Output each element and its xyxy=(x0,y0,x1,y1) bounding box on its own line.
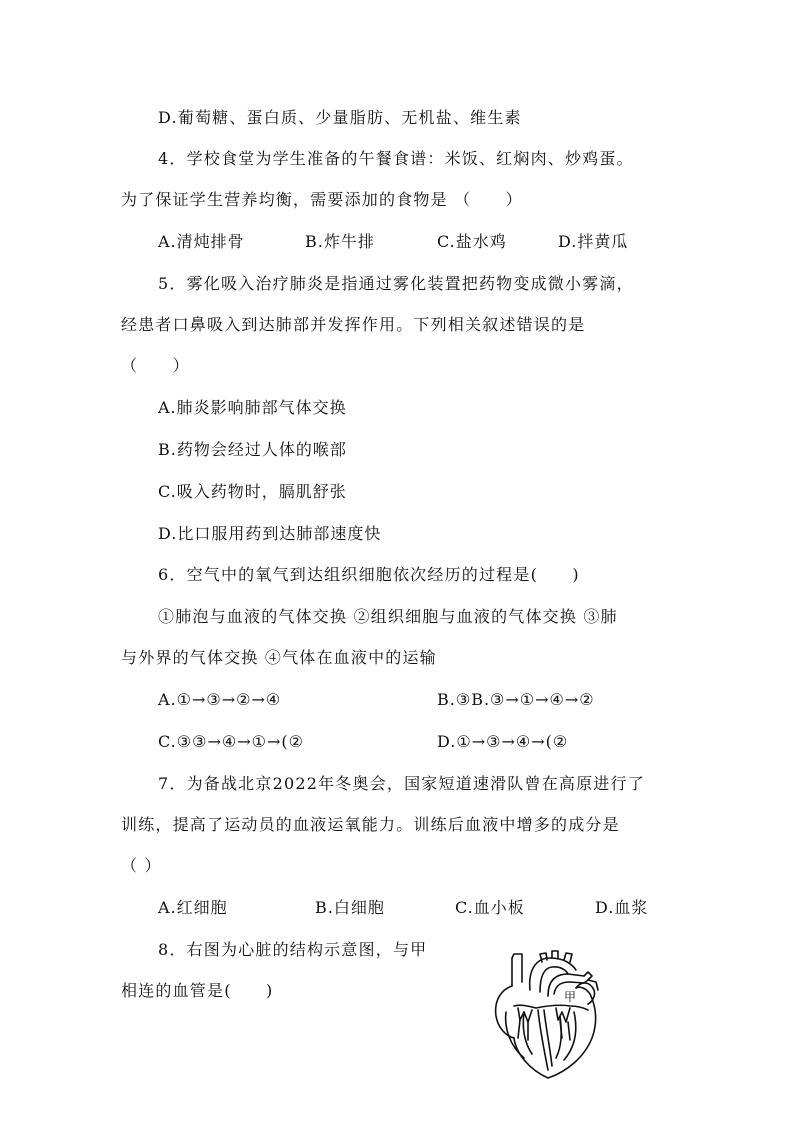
q5-stem-line2: 经患者口鼻吸入到达肺部并发挥作用。下列相关叙述错误的是 xyxy=(121,315,586,334)
heart-diagram xyxy=(484,950,606,1082)
q6-stem-line3: 与外界的气体交换 ④气体在血液中的运输 xyxy=(121,648,437,667)
q4-option-a: A.清炖排骨 xyxy=(158,232,245,251)
q5-option-a: A.肺炎影响肺部气体交换 xyxy=(158,398,347,417)
q6-stem-line1: 6．空气中的氧气到达组织细胞依次经历的过程是( ) xyxy=(158,565,580,584)
q5-stem-line1: 5．雾化吸入治疗肺炎是指通过雾化装置把药物变成微小雾滴， xyxy=(158,274,634,293)
q7-option-d: D.血浆 xyxy=(595,898,649,917)
q8-stem-line2: 相连的血管是( ) xyxy=(121,981,274,1000)
q7-option-a: A.红细胞 xyxy=(158,898,228,917)
q7-stem-line3: （ ） xyxy=(121,856,162,875)
q7-option-c: C.血小板 xyxy=(455,898,525,917)
q6-stem-line2: ①肺泡与血液的气体交换 ②组织细胞与血液的气体交换 ③肺 xyxy=(158,607,618,626)
q7-stem-line1: 7．为备战北京2022年冬奥会，国家短道速滑队曾在高原进行了 xyxy=(158,774,645,793)
q6-option-d: D.①→③→④→(② xyxy=(437,732,569,751)
q4-option-d: D.拌黄瓜 xyxy=(558,232,629,251)
q5-stem-line3: （ ） xyxy=(121,356,190,375)
q7-stem-line2: 训练，提高了运动员的血液运氧能力。训练后血液中增多的成分是 xyxy=(121,815,620,834)
heart-label-jia: 甲 xyxy=(564,990,577,1004)
q7-option-b: B.白细胞 xyxy=(315,898,385,917)
q4-option-c: C.盐水鸡 xyxy=(437,232,507,251)
q5-option-b: B.药物会经过人体的喉部 xyxy=(158,440,347,459)
q5-option-d: D.比口服用药到达肺部速度快 xyxy=(158,524,382,543)
q6-option-c: C.③③→④→①→(② xyxy=(158,732,304,751)
q8-stem-line1: 8．右图为心脏的结构示意图，与甲 xyxy=(158,940,428,959)
q4-stem-line2: 为了保证学生营养均衡，需要添加的食物是 （ ） xyxy=(121,190,523,209)
q5-option-c: C.吸入药物时，膈肌舒张 xyxy=(158,482,347,501)
q6-option-a: A.①→③→②→④ xyxy=(158,690,282,709)
q4-option-b: B.炸牛排 xyxy=(305,232,375,251)
q3-option-d: D.葡萄糖、蛋白质、少量脂肪、无机盐、维生素 xyxy=(158,108,522,127)
q6-option-b: B.③B.③→①→④→② xyxy=(437,690,595,709)
q4-stem-line1: 4．学校食堂为学生准备的午餐食谱：米饭、红焖肉、炒鸡蛋。 xyxy=(158,149,634,168)
